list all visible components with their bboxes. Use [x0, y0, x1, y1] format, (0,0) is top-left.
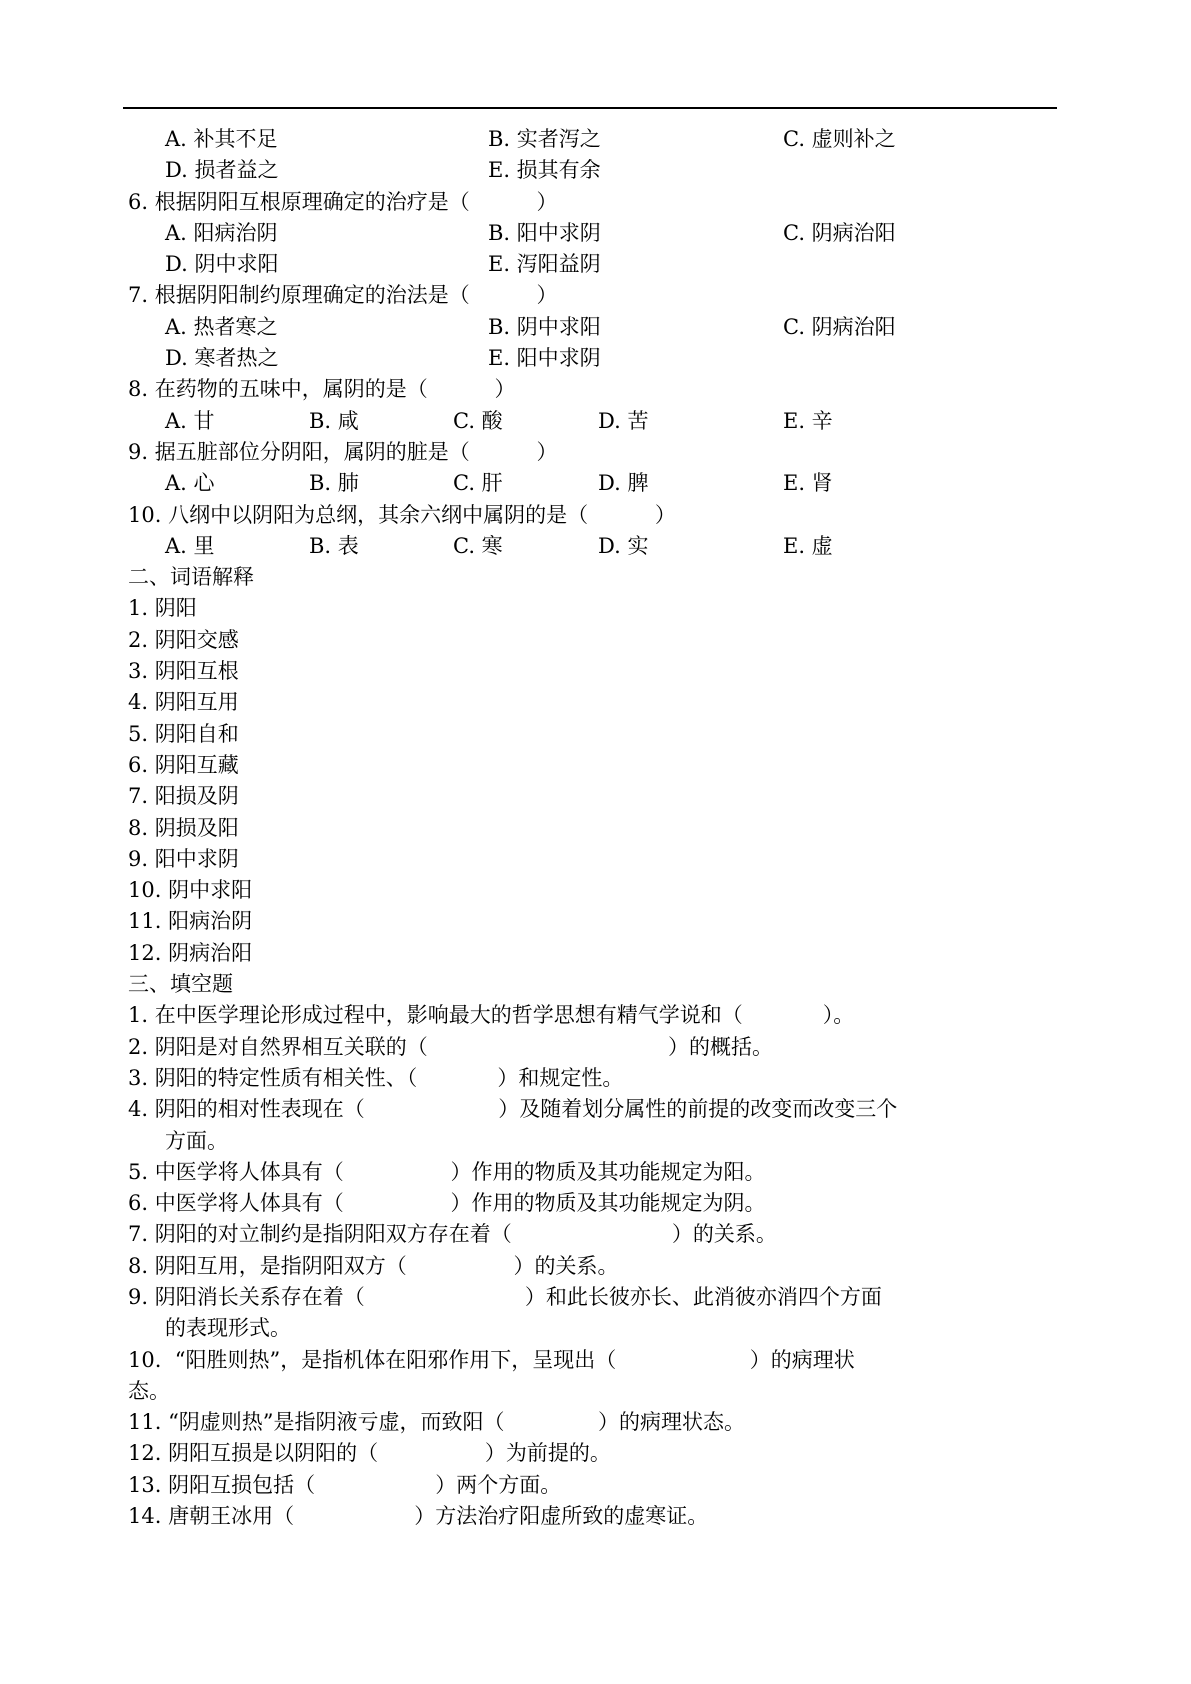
option: B. 阴中求阳: [488, 314, 601, 339]
fill-blank-item: 6. 中医学将人体具有（ ）作用的物质及其功能规定为阴。: [128, 1191, 766, 1216]
question-text: 据五脏部位分阴阳，属阴的脏是（ ）: [154, 439, 558, 464]
question-number: 7.: [128, 283, 149, 308]
mcq-options-row: [128, 312, 1058, 343]
mcq-options-row: [128, 155, 1058, 186]
option: C. 阴病治阳: [783, 220, 896, 245]
option: E. 阳中求阴: [488, 346, 601, 371]
question-number: 10.: [128, 502, 162, 527]
option: E. 肾: [783, 471, 833, 496]
term-item: 8. 阴损及阳: [128, 815, 239, 840]
question: [128, 500, 1058, 531]
term-item: 2. 阴阳交感: [128, 627, 239, 652]
fill-blank-item: 11. “阴虚则热”是指阴液亏虚，而致阳（ ）的病理状态。: [128, 1410, 745, 1435]
term-item: 4. 阴阳互用: [128, 690, 239, 715]
mcq-options-row: [128, 218, 1058, 249]
option: C. 虚则补之: [783, 127, 896, 151]
fill-blank-item: 14. 唐朝王冰用（ ）方法治疗阳虚所致的虚寒证。: [128, 1504, 709, 1529]
option: E. 损其有余: [488, 158, 601, 183]
option: B. 肺: [309, 471, 359, 496]
term-item: 5. 阴阳自和: [128, 721, 239, 746]
question-text: 八纲中以阴阳为总纲，其余六纲中属阴的是（ ）: [168, 502, 676, 527]
question-number: 9.: [128, 439, 149, 464]
mcq-options-row: [128, 531, 1058, 562]
mcq-options-row: [128, 406, 1058, 437]
term-item: 11. 阳病治阴: [128, 909, 253, 934]
term-item: 1. 阴阳: [128, 596, 197, 621]
option: D. 实: [598, 533, 649, 558]
fill-blank-item: 7. 阴阳的对立制约是指阴阳双方存在着（ ）的关系。: [128, 1222, 777, 1247]
option: D. 寒者热之: [165, 346, 279, 371]
question-text: 根据阴阳互根原理确定的治疗是（ ）: [154, 189, 558, 214]
fill-blank-item: 9. 阴阳消长关系存在着（ ）和此长彼亦长、此消彼亦消四个方面: [128, 1284, 882, 1309]
option: D. 苦: [598, 408, 649, 433]
term-item: 12. 阴病治阳: [128, 940, 253, 965]
term-item: 9. 阳中求阴: [128, 846, 239, 871]
option: C. 阴病治阳: [783, 314, 896, 339]
mcq-options-row: [128, 124, 1058, 155]
fill-blank-item: 1. 在中医学理论形成过程中，影响最大的哲学思想有精气学说和（ ）。: [128, 1003, 855, 1028]
question: [128, 187, 1058, 218]
fill-blank-continuation: 的表现形式。: [165, 1316, 291, 1341]
question: [128, 280, 1058, 311]
mcq-options-row: [128, 468, 1058, 499]
option: C. 寒: [453, 533, 503, 558]
option: B. 阳中求阴: [488, 220, 601, 245]
fill-blank-item: 12. 阴阳互损是以阴阳的（ ）为前提的。: [128, 1441, 611, 1466]
option: B. 表: [309, 533, 359, 558]
option: D. 损者益之: [165, 158, 279, 183]
question-text: 根据阴阳制约原理确定的治法是（ ）: [154, 283, 558, 308]
section-heading: 二、词语解释: [128, 565, 254, 590]
option: D. 脾: [598, 471, 649, 496]
fill-blank-item: 4. 阴阳的相对性表现在（ ）及随着划分属性的前提的改变而改变三个: [128, 1097, 898, 1122]
mcq-options-row: [128, 249, 1058, 280]
fill-blank-continuation: 方面。: [165, 1128, 228, 1153]
option: B. 咸: [309, 408, 359, 433]
option: A. 补其不足: [165, 127, 278, 151]
option: E. 辛: [783, 408, 833, 433]
option: E. 泻阳益阴: [488, 252, 601, 277]
option: A. 阳病治阴: [165, 220, 278, 245]
fill-blank-item: 2. 阴阳是对自然界相互关联的（ ）的概括。: [128, 1034, 774, 1059]
fill-blank-item: 8. 阴阳互用，是指阴阳双方（ ）的关系。: [128, 1253, 619, 1278]
question: [128, 437, 1058, 468]
fill-blank-item: 13. 阴阳互损包括（ ）两个方面。: [128, 1472, 562, 1497]
option: E. 虚: [783, 533, 833, 558]
mcq-options-row: [128, 343, 1058, 374]
header-rule: [123, 107, 1057, 109]
question-number: 6.: [128, 189, 149, 214]
option: A. 心: [165, 471, 215, 496]
fill-blank-item: 10. “阳胜则热”，是指机体在阳邪作用下，呈现出（ ）的病理状: [128, 1347, 855, 1372]
option: C. 酸: [453, 408, 503, 433]
fill-blank-item: 3. 阴阳的特定性质有相关性、（ ）和规定性。: [128, 1065, 624, 1090]
question-text: 在药物的五味中，属阴的是（ ）: [154, 377, 516, 402]
exam-page: [128, 124, 1058, 1532]
section-heading: 三、填空题: [128, 972, 233, 997]
fill-blank-continuation: 态。: [128, 1378, 170, 1403]
option: A. 甘: [165, 408, 215, 433]
question: [128, 374, 1058, 405]
fill-blank-item: 5. 中医学将人体具有（ ）作用的物质及其功能规定为阳。: [128, 1159, 766, 1184]
question-number: 8.: [128, 377, 149, 402]
option: A. 里: [165, 533, 215, 558]
term-item: 3. 阴阳互根: [128, 659, 239, 684]
option: C. 肝: [453, 471, 503, 496]
term-item: 10. 阴中求阳: [128, 878, 253, 903]
option: A. 热者寒之: [165, 314, 278, 339]
option: B. 实者泻之: [488, 127, 601, 151]
option: D. 阴中求阳: [165, 252, 279, 277]
term-item: 7. 阳损及阴: [128, 784, 239, 809]
term-item: 6. 阴阳互藏: [128, 752, 239, 777]
